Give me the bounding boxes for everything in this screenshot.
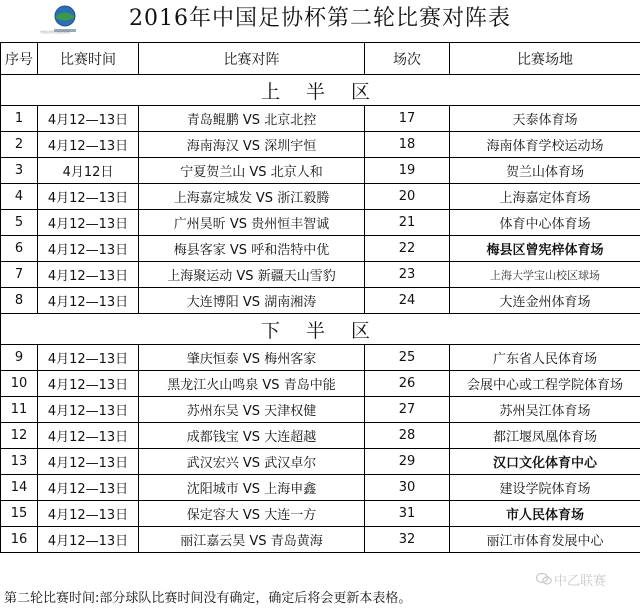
cell-match: 肇庆恒泰 VS 梅州客家	[139, 345, 365, 371]
table-row	[1, 345, 640, 371]
cell-date: 4月12—13日	[38, 527, 139, 553]
cell-game: 18	[365, 132, 450, 158]
col-header-match: 比赛对阵	[139, 43, 365, 75]
cell-game: 22	[365, 236, 450, 262]
cell-match: 丽江嘉云昊 VS 青岛黄海	[139, 527, 365, 553]
cell-no: 16	[1, 527, 38, 553]
cell-venue: 建设学院体育场	[450, 475, 640, 501]
table-row	[1, 501, 640, 527]
schedule-table	[0, 42, 640, 553]
cell-game: 20	[365, 184, 450, 210]
cell-match: 黑龙江火山鸣泉 VS 青岛中能	[139, 371, 365, 397]
cell-date: 4月12—13日	[38, 288, 139, 314]
table-row	[1, 236, 640, 262]
section-lower: 下 半 区	[1, 314, 640, 345]
cell-game: 29	[365, 449, 450, 475]
cell-date: 4月12—13日	[38, 475, 139, 501]
cell-no: 4	[1, 184, 38, 210]
table-row	[1, 371, 640, 397]
cell-game: 26	[365, 371, 450, 397]
cell-match: 青岛鲲鹏 VS 北京北控	[139, 106, 365, 132]
cell-date: 4月12—13日	[38, 397, 139, 423]
chat-bubble-icon	[536, 572, 552, 586]
header-row	[1, 43, 640, 75]
cell-no: 12	[1, 423, 38, 449]
cell-match: 大连博阳 VS 湖南湘涛	[139, 288, 365, 314]
cell-venue: 梅县区曾宪梓体育场	[450, 236, 640, 262]
cell-game: 24	[365, 288, 450, 314]
cell-date: 4月12—13日	[38, 184, 139, 210]
cell-game: 17	[365, 106, 450, 132]
cell-venue: 上海大学宝山校区球场	[450, 262, 640, 288]
cell-date: 4月12—13日	[38, 371, 139, 397]
footer-note: 第二轮比赛时间:部分球队比赛时间没有确定，确定后将会更新本表格。	[4, 591, 412, 606]
cell-game: 19	[365, 158, 450, 184]
col-header-date: 比赛时间	[38, 43, 139, 75]
cell-no: 3	[1, 158, 38, 184]
table-row	[1, 132, 640, 158]
cell-match: 广州昊昕 VS 贵州恒丰智诚	[139, 210, 365, 236]
cell-game: 31	[365, 501, 450, 527]
table-row	[1, 184, 640, 210]
cell-date: 4月12—13日	[38, 423, 139, 449]
table-row	[1, 106, 640, 132]
cell-venue: 大连金州体育场	[450, 288, 640, 314]
cell-venue: 丽江市体育发展中心	[450, 527, 640, 553]
cell-no: 8	[1, 288, 38, 314]
table-row	[1, 527, 640, 553]
cell-no: 10	[1, 371, 38, 397]
col-header-no: 序号	[1, 43, 38, 75]
cell-date: 4月12—13日	[38, 106, 139, 132]
cell-venue: 上海嘉定体育场	[450, 184, 640, 210]
cell-game: 21	[365, 210, 450, 236]
table-row	[1, 288, 640, 314]
section-upper: 上 半 区	[1, 75, 640, 106]
cell-match: 成都钱宝 VS 大连超越	[139, 423, 365, 449]
section-lower-row	[1, 314, 640, 345]
table-row	[1, 262, 640, 288]
table-row	[1, 210, 640, 236]
cell-no: 5	[1, 210, 38, 236]
table-row	[1, 158, 640, 184]
section-upper-row	[1, 75, 640, 106]
table-row	[1, 397, 640, 423]
cell-venue: 苏州吴江体育场	[450, 397, 640, 423]
logo-caption: 中国足球协会超级联赛	[40, 30, 71, 34]
table-row	[1, 475, 640, 501]
cell-game: 32	[365, 527, 450, 553]
cell-game: 27	[365, 397, 450, 423]
cell-match: 苏州东吴 VS 天津权健	[139, 397, 365, 423]
cell-game: 23	[365, 262, 450, 288]
table-row	[1, 449, 640, 475]
cell-no: 1	[1, 106, 38, 132]
cell-game: 30	[365, 475, 450, 501]
cell-venue: 汉口文化体育中心	[450, 449, 640, 475]
cell-date: 4月12—13日	[38, 210, 139, 236]
cell-venue: 天泰体育场	[450, 106, 640, 132]
cell-date: 4月12—13日	[38, 262, 139, 288]
watermark: 中乙联赛	[554, 574, 607, 589]
cell-match: 海南海汉 VS 深圳宇恒	[139, 132, 365, 158]
cell-venue: 海南体育学校运动场	[450, 132, 640, 158]
cell-date: 4月12—13日	[38, 345, 139, 371]
cell-match: 保定容大 VS 大连一方	[139, 501, 365, 527]
cell-date: 4月12—13日	[38, 501, 139, 527]
col-header-game: 场次	[365, 43, 450, 75]
cell-no: 11	[1, 397, 38, 423]
col-header-venue: 比赛场地	[450, 43, 640, 75]
cell-no: 9	[1, 345, 38, 371]
cell-venue: 都江堰凤凰体育场	[450, 423, 640, 449]
cell-match: 沈阳城市 VS 上海申鑫	[139, 475, 365, 501]
cell-date: 4月12—13日	[38, 132, 139, 158]
cell-venue: 广东省人民体育场	[450, 345, 640, 371]
cell-venue: 贺兰山体育场	[450, 158, 640, 184]
cell-match: 上海嘉定城发 VS 浙江毅腾	[139, 184, 365, 210]
cell-no: 6	[1, 236, 38, 262]
cell-match: 上海聚运动 VS 新疆天山雪豹	[139, 262, 365, 288]
cell-match: 武汉宏兴 VS 武汉卓尔	[139, 449, 365, 475]
cell-no: 15	[1, 501, 38, 527]
cell-match: 宁夏贺兰山 VS 北京人和	[139, 158, 365, 184]
cell-date: 4月12—13日	[38, 449, 139, 475]
cell-no: 2	[1, 132, 38, 158]
cell-no: 14	[1, 475, 38, 501]
cell-date: 4月12—13日	[38, 236, 139, 262]
table-row	[1, 423, 640, 449]
cell-match: 梅县客家 VS 呼和浩特中优	[139, 236, 365, 262]
cell-date: 4月12日	[38, 158, 139, 184]
cell-venue: 市人民体育场	[450, 501, 640, 527]
cell-venue: 体育中心体育场	[450, 210, 640, 236]
cell-no: 13	[1, 449, 38, 475]
cell-venue: 会展中心或工程学院体育场	[450, 371, 640, 397]
cell-game: 25	[365, 345, 450, 371]
cell-no: 7	[1, 262, 38, 288]
page-title: 2016年中国足协杯第二轮比赛对阵表	[129, 6, 511, 31]
cell-game: 28	[365, 423, 450, 449]
